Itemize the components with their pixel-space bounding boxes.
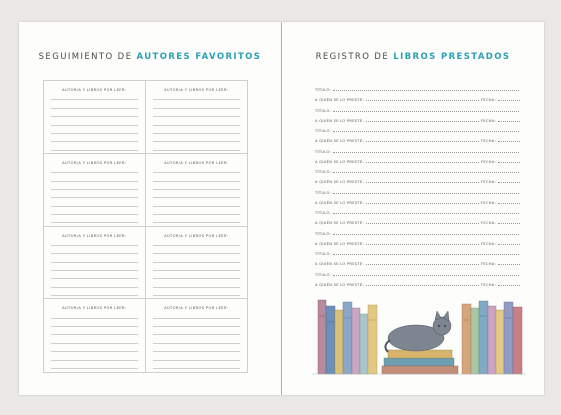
title-label: TÍTULO:: [315, 88, 332, 92]
right-title-plain: REGISTRO DE: [315, 52, 390, 62]
loan-entry: [315, 226, 521, 247]
loan-entry: [315, 103, 521, 124]
lent-to-label: A QUIÉN SE LO PRESTÉ:: [315, 180, 364, 184]
author-cell: [44, 299, 146, 372]
author-cell-label: AUTOR/A Y LIBROS POR LEER:: [62, 88, 127, 92]
title-label: TÍTULO:: [315, 272, 332, 277]
author-cell: [44, 227, 146, 300]
author-cell: [146, 299, 248, 372]
right-page-title: [282, 52, 544, 62]
left-page: [19, 22, 281, 395]
title-label: TÍTULO:: [315, 149, 332, 154]
title-label: TÍTULO:: [315, 108, 332, 113]
cat-on-books-illustration: [312, 296, 526, 378]
date-label: FECHA:: [481, 200, 496, 205]
author-cell: [146, 154, 248, 227]
lent-to-label: A QUIÉN SE LO PRESTÉ:: [315, 221, 364, 225]
date-label: FECHA:: [481, 221, 496, 225]
left-title-plain: SEGUIMIENTO DE: [38, 52, 133, 62]
author-cell-label: AUTOR/A Y LIBROS POR LEER:: [62, 233, 127, 238]
loan-entry: [315, 123, 521, 144]
authors-grid: [43, 80, 248, 373]
author-cell-label: AUTOR/A Y LIBROS POR LEER:: [164, 160, 229, 165]
author-cell: [146, 81, 248, 154]
date-label: FECHA:: [481, 118, 496, 123]
author-cell-label: AUTOR/A Y LIBROS POR LEER:: [164, 233, 229, 238]
date-label: FECHA:: [481, 262, 496, 266]
title-label: TÍTULO:: [315, 231, 332, 236]
loan-entry: [315, 164, 521, 185]
loan-entry: [315, 144, 521, 165]
date-label: FECHA:: [481, 241, 496, 246]
author-cell: [146, 227, 248, 300]
left-page-title: [19, 52, 281, 62]
author-cell-label: AUTOR/A Y LIBROS POR LEER:: [164, 88, 229, 92]
title-label: TÍTULO:: [315, 129, 332, 133]
date-label: FECHA:: [481, 98, 496, 102]
lent-to-label: A QUIÉN SE LO PRESTÉ:: [315, 241, 364, 246]
loan-entry: [315, 246, 521, 267]
loan-entry: [315, 205, 521, 226]
author-cell: [44, 81, 146, 154]
loan-entry: [315, 267, 521, 288]
lent-to-label: A QUIÉN SE LO PRESTÉ:: [315, 282, 364, 287]
title-label: TÍTULO:: [315, 170, 332, 174]
author-cell-label: AUTOR/A Y LIBROS POR LEER:: [62, 306, 127, 311]
date-label: FECHA:: [481, 180, 496, 184]
title-label: TÍTULO:: [315, 252, 332, 256]
lent-to-label: A QUIÉN SE LO PRESTÉ:: [315, 262, 364, 266]
date-label: FECHA:: [481, 159, 496, 164]
right-title-accent: LIBROS PRESTADOS: [393, 52, 511, 62]
loan-entry: [315, 82, 521, 103]
date-label: FECHA:: [481, 139, 496, 143]
lent-to-label: A QUIÉN SE LO PRESTÉ:: [315, 159, 364, 164]
author-cell-label: AUTOR/A Y LIBROS POR LEER:: [62, 160, 127, 165]
lent-to-label: A QUIÉN SE LO PRESTÉ:: [315, 98, 364, 102]
lent-to-label: A QUIÉN SE LO PRESTÉ:: [315, 118, 364, 123]
left-title-accent: AUTORES FAVORITOS: [136, 52, 262, 62]
loan-entry: [315, 185, 521, 206]
title-label: TÍTULO:: [315, 190, 332, 195]
loans-list: [315, 82, 521, 287]
lent-to-label: A QUIÉN SE LO PRESTÉ:: [315, 200, 364, 205]
lent-to-label: A QUIÉN SE LO PRESTÉ:: [315, 139, 364, 143]
title-label: TÍTULO:: [315, 211, 332, 215]
author-cell: [44, 154, 146, 227]
date-label: FECHA:: [481, 282, 496, 287]
author-cell-label: AUTOR/A Y LIBROS POR LEER:: [164, 306, 229, 311]
right-page: [282, 22, 544, 395]
